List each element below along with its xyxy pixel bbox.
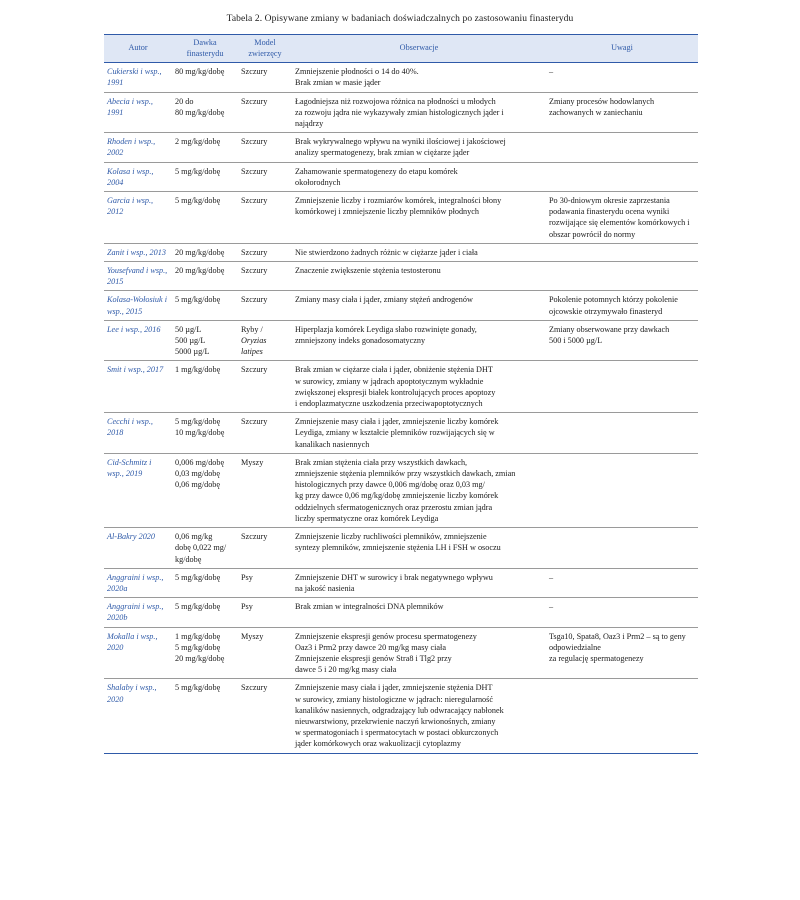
cell-dose (172, 679, 238, 753)
cell-model (238, 361, 292, 413)
cell-dose (172, 528, 238, 569)
cell-author: Al-Bakry 2020 (104, 528, 172, 569)
cell-notes (546, 453, 698, 527)
cell-observations (292, 361, 546, 413)
cell-dose-line: 2 mg/kg/dobę (175, 137, 221, 147)
cell-observations-line: Brak zmian w ciężarze ciała i jąder, obniżenie stężenia DHT (295, 365, 493, 375)
cell-notes-line: obszar powrócił do normy (549, 229, 636, 239)
cell-observations-line: za rozwoju jądra nie wykazywały zmian histologicznych jąder i (295, 107, 504, 117)
table-row (104, 413, 698, 454)
table-row (104, 528, 698, 569)
cell-notes-line: za regulację spermatogenezy (549, 653, 644, 663)
cell-notes (546, 63, 698, 92)
cell-model (238, 192, 292, 244)
cell-notes-line: Zmiany procesów hodowlanych (549, 96, 655, 106)
cell-observations-line: Zmniejszenie płodności o 14 do 40%. (295, 67, 419, 77)
cell-observations (292, 528, 546, 569)
cell-model-line: Szczury (241, 67, 268, 77)
cell-dose-line: 5 mg/kg/dobę (175, 295, 221, 305)
cell-model (238, 262, 292, 291)
cell-observations-line: Leydiga, zmiany w kształcie plemników rozwijających się w (295, 428, 495, 438)
table-row (104, 63, 698, 92)
cell-notes (546, 162, 698, 191)
results-table (104, 34, 698, 754)
cell-notes (546, 361, 698, 413)
table-row (104, 92, 698, 133)
cell-observations-line: zmniejszony indeks gonadosomatyczny (295, 336, 426, 346)
cell-author: Anggraini i wsp., 2020a (104, 568, 172, 597)
cell-dose-line: 80 mg/kg/dobę (175, 67, 225, 77)
header-model: Model zwierzęcy (238, 35, 292, 63)
cell-dose-line: 0,03 mg/dobę (175, 469, 221, 479)
cell-model-line: Myszy (241, 631, 264, 641)
cell-observations-line: Zmiany masy ciała i jąder, zmiany stężeń androgenów (295, 295, 473, 305)
cell-dose-line: 50 µg/L (175, 324, 202, 334)
cell-notes (546, 413, 698, 454)
cell-dose (172, 320, 238, 361)
cell-observations-line: Brak zmian w integralności DNA plemników (295, 602, 444, 612)
cell-observations-line: Zmniejszenie masy ciała i jąder, zmniejszenie liczby komórek (295, 417, 499, 427)
cell-notes-line: ojcowskie otrzymywało finasteryd (549, 306, 663, 316)
cell-dose-line: 0,06 mg/kg (175, 532, 213, 542)
cell-notes (546, 627, 698, 679)
cell-observations (292, 243, 546, 261)
cell-observations-line: Zmniejszenie DHT w surowicy i brak negatywnego wpływu (295, 572, 493, 582)
cell-observations-line: Nie stwierdzono żadnych różnic w ciężarze jąder i ciała (295, 247, 478, 257)
table-row (104, 192, 698, 244)
cell-author: Anggraini i wsp., 2020b (104, 598, 172, 627)
cell-notes-line: Pokolenie potomnych którzy pokolenie (549, 295, 678, 305)
cell-dose (172, 133, 238, 162)
cell-notes (546, 598, 698, 627)
table-body (104, 63, 698, 753)
cell-dose (172, 361, 238, 413)
cell-dose-line: 20 mg/kg/dobę (175, 247, 225, 257)
cell-author: Mokalla i wsp., 2020 (104, 627, 172, 679)
cell-notes (546, 528, 698, 569)
cell-observations-line: Brak zmian stężenia ciała przy wszystkich dawkach, (295, 457, 468, 467)
cell-dose-line: 1 mg/kg/dobę (175, 631, 221, 641)
cell-observations-line: jąder komórkowych oraz wakuolizacji cytoplazmy (295, 739, 461, 749)
header-observations: Obserwacje (292, 35, 546, 63)
cell-dose-line: 20 do (175, 96, 194, 106)
header-author: Autor (104, 35, 172, 63)
table-header-row (104, 35, 698, 63)
cell-author: Abecia i wsp., 1991 (104, 92, 172, 133)
cell-dose-line: 5 mg/kg/dobę (175, 642, 221, 652)
cell-observations (292, 627, 546, 679)
cell-model-line: Szczury (241, 417, 268, 427)
cell-observations-line: Oaz3 i Prm2 przy dawce 20 mg/kg masy ciała (295, 642, 446, 652)
cell-notes (546, 92, 698, 133)
cell-observations-line: zwiększonej ekspresji białek kontrolujących proces apoptozy (295, 387, 496, 397)
cell-observations-line: Hiperplazja komórek Leydiga słabo rozwinięte gonady, (295, 324, 477, 334)
table-row (104, 320, 698, 361)
cell-dose-line: kg/dobę (175, 554, 202, 564)
cell-dose (172, 162, 238, 191)
cell-model (238, 679, 292, 753)
cell-model-line: Szczury (241, 196, 268, 206)
table-row (104, 679, 698, 753)
cell-model (238, 528, 292, 569)
cell-observations-line: zmniejszenie stężenia plemników przy wszystkich dawkach, zmian (295, 469, 516, 479)
cell-model (238, 627, 292, 679)
cell-notes-line: podawania finasterydu ocena wyniki (549, 207, 670, 217)
cell-notes (546, 679, 698, 753)
cell-author: Lee i wsp., 2016 (104, 320, 172, 361)
cell-model-line: Ryby / (241, 324, 263, 334)
table-row (104, 262, 698, 291)
cell-dose (172, 63, 238, 92)
cell-model-line: Szczury (241, 683, 268, 693)
cell-model-line: Szczury (241, 532, 268, 542)
cell-notes-line: 500 i 5000 µg/L (549, 336, 603, 346)
cell-notes (546, 291, 698, 320)
cell-observations-line: w spermatogoniach i spermatocytach w postaci obkurczonych (295, 728, 499, 738)
cell-observations-line: Zmniejszenie liczby ruchliwości plemników, zmniejszenie (295, 532, 487, 542)
cell-notes (546, 133, 698, 162)
cell-author: Kolasa-Wołosiuk i wsp., 2015 (104, 291, 172, 320)
cell-notes-line: Tsga10, Spata8, Oaz3 i Prm2 – są to geny (549, 631, 686, 641)
cell-notes-line: – (549, 572, 554, 582)
cell-dose (172, 453, 238, 527)
cell-observations (292, 291, 546, 320)
cell-observations-line: Brak zmian w masie jąder (295, 78, 381, 88)
cell-observations-line: analizy spermatogenezy, brak zmian w ciężarze jąder (295, 148, 470, 158)
cell-model (238, 63, 292, 92)
table-row (104, 291, 698, 320)
cell-model-line: Szczury (241, 266, 268, 276)
cell-author: Rhoden i wsp., 2002 (104, 133, 172, 162)
cell-model-line: Szczury (241, 295, 268, 305)
cell-dose-line: 20 mg/kg/dobę (175, 266, 225, 276)
cell-dose-line: 5 mg/kg/dobę (175, 572, 221, 582)
cell-author: Cid-Schmitz i wsp., 2019 (104, 453, 172, 527)
cell-dose (172, 627, 238, 679)
cell-model (238, 133, 292, 162)
cell-model-line: Szczury (241, 96, 268, 106)
cell-observations-line: Brak wykrywalnego wpływu na wyniki ilościowej i jakościowej (295, 137, 506, 147)
cell-model-line: Szczury (241, 137, 268, 147)
cell-observations-line: na jakość nasienia (295, 583, 355, 593)
cell-observations-line: nieuwarstwiony, przekrwienie naczyń krwionośnych, zmiany (295, 716, 496, 726)
cell-observations (292, 320, 546, 361)
cell-model (238, 598, 292, 627)
cell-observations (292, 679, 546, 753)
cell-author: Smit i wsp., 2017 (104, 361, 172, 413)
cell-dose-line: 20 mg/kg/dobę (175, 653, 225, 663)
cell-author: Garcia i wsp., 2012 (104, 192, 172, 244)
table-row (104, 133, 698, 162)
table-row (104, 243, 698, 261)
cell-model-line: Oryzias latipes (241, 336, 267, 357)
cell-observations-line: Zmniejszenie ekspresji genów procesu spermatogenezy (295, 631, 477, 641)
cell-dose-line: 1 mg/kg/dobę (175, 365, 221, 375)
cell-author: Cecchi i wsp., 2018 (104, 413, 172, 454)
cell-model-line: Szczury (241, 365, 268, 375)
cell-notes-line: Zmiany obserwowane przy dawkach (549, 324, 670, 334)
cell-observations-line: i endoplazmatyczne uszkodzenia przeciwapoptotycznych (295, 399, 483, 409)
cell-dose-line: 0,06 mg/dobę (175, 480, 221, 490)
cell-observations (292, 262, 546, 291)
cell-model-line: Psy (241, 602, 253, 612)
cell-observations (292, 413, 546, 454)
cell-dose (172, 413, 238, 454)
cell-dose-line: 5 mg/kg/dobę (175, 683, 221, 693)
table-row (104, 598, 698, 627)
cell-observations (292, 598, 546, 627)
cell-dose (172, 262, 238, 291)
cell-notes-line: Po 30-dniowym okresie zaprzestania (549, 196, 670, 206)
cell-observations-line: Łagodniejsza niż rozwojowa różnica na płodności u młodych (295, 96, 496, 106)
cell-observations-line: najądrzy (295, 119, 324, 128)
cell-notes (546, 320, 698, 361)
cell-observations-line: kanalików nasiennych, odgradzający lub odwracający nabłonek (295, 705, 504, 715)
cell-notes (546, 192, 698, 244)
cell-observations-line: syntezy plemników, zmniejszenie stężenia LH i FSH w osoczu (295, 543, 501, 553)
cell-observations-line: okołorodnych (295, 177, 341, 187)
cell-model (238, 162, 292, 191)
cell-dose (172, 291, 238, 320)
cell-model (238, 568, 292, 597)
header-notes: Uwagi (546, 35, 698, 63)
cell-observations-line: Zmniejszenie masy ciała i jąder, zmniejszenie stężenia DHT (295, 683, 493, 693)
cell-observations (292, 192, 546, 244)
cell-author: Cukierski i wsp., 1991 (104, 63, 172, 92)
cell-dose-line: 5000 µg/L (175, 347, 210, 357)
cell-dose (172, 192, 238, 244)
cell-notes (546, 568, 698, 597)
cell-observations-line: kg przy dawce 0,06 mg/kg/dobę zmniejszenie liczby komórek (295, 491, 499, 501)
cell-author: Kolasa i wsp., 2004 (104, 162, 172, 191)
cell-author: Zanit i wsp., 2013 (104, 243, 172, 261)
cell-observations-line: dawce 5 i 20 mg/kg masy ciała (295, 665, 397, 675)
cell-model-line: Myszy (241, 457, 264, 467)
cell-dose-line: 500 µg/L (175, 336, 206, 346)
cell-observations-line: histologicznych przy dawce 0,006 mg/dobę oraz 0,03 mg/ (295, 480, 485, 490)
cell-observations (292, 63, 546, 92)
cell-observations-line: Znaczenie zwiększenie stężenia testosteronu (295, 266, 441, 276)
cell-dose-line: 5 mg/kg/dobę (175, 417, 221, 427)
table-row (104, 568, 698, 597)
table-row (104, 453, 698, 527)
cell-notes (546, 243, 698, 261)
cell-dose-line: 5 mg/kg/dobę (175, 602, 221, 612)
cell-notes (546, 262, 698, 291)
cell-observations-line: Zmniejszenie ekspresji genów Stra8 i Tlg2 przy (295, 653, 452, 663)
cell-observations-line: Zmniejszenie liczby i rozmiarów komórek, integralności błony (295, 196, 502, 206)
cell-dose (172, 92, 238, 133)
cell-author: Shalaby i wsp., 2020 (104, 679, 172, 753)
cell-model (238, 413, 292, 454)
cell-dose-line: 80 mg/kg/dobę (175, 107, 225, 117)
cell-dose-line: dobę 0,022 mg/ (175, 543, 227, 553)
cell-model (238, 453, 292, 527)
header-dose: Dawka finasterydu (172, 35, 238, 63)
cell-dose-line: 0,006 mg/dobę (175, 457, 225, 467)
cell-dose (172, 598, 238, 627)
cell-observations (292, 162, 546, 191)
cell-observations (292, 133, 546, 162)
cell-observations-line: liczby spermatyczne oraz komórek Leydiga (295, 513, 439, 523)
cell-model (238, 92, 292, 133)
cell-observations-line: Zahamowanie spermatogenezy do etapu komórek (295, 166, 458, 176)
table-row (104, 361, 698, 413)
cell-model-line: Psy (241, 572, 253, 582)
cell-model (238, 320, 292, 361)
cell-observations (292, 568, 546, 597)
cell-model-line: Szczury (241, 247, 268, 257)
table-row (104, 162, 698, 191)
table-row (104, 627, 698, 679)
cell-observations (292, 453, 546, 527)
cell-observations-line: kanalikach nasiennych (295, 439, 370, 449)
cell-observations-line: oddzielnych sfermatogenicznych oraz przerostu zmian jądra (295, 502, 493, 512)
cell-notes-line: rozwijające się elementów komórkowych i (549, 218, 690, 228)
cell-author: Yousefvand i wsp., 2015 (104, 262, 172, 291)
table-caption: Tabela 2. Opisywane zmiany w badaniach doświadczalnych po zastosowaniu finasterydu (226, 14, 574, 24)
cell-dose (172, 568, 238, 597)
cell-notes-line: zachowanych w zaniechaniu (549, 107, 643, 117)
cell-notes-line: – (549, 67, 554, 77)
cell-observations-line: komórkowej i zmniejszenie liczby plemników płodnych (295, 207, 479, 217)
cell-observations (292, 92, 546, 133)
cell-model (238, 291, 292, 320)
cell-dose-line: 10 mg/kg/dobę (175, 428, 225, 438)
cell-dose (172, 243, 238, 261)
cell-model (238, 243, 292, 261)
cell-observations-line: w surowicy, zmiany histologiczne w jądrach: nieregularność (295, 694, 493, 704)
cell-dose-line: 5 mg/kg/dobę (175, 196, 221, 206)
cell-notes-line: odpowiedzialne (549, 642, 601, 652)
cell-observations-line: w surowicy, zmiany w jądrach apoptotycznym wykładnie (295, 376, 484, 386)
cell-dose-line: 5 mg/kg/dobę (175, 166, 221, 176)
cell-model-line: Szczury (241, 166, 268, 176)
cell-notes-line: – (549, 602, 554, 612)
